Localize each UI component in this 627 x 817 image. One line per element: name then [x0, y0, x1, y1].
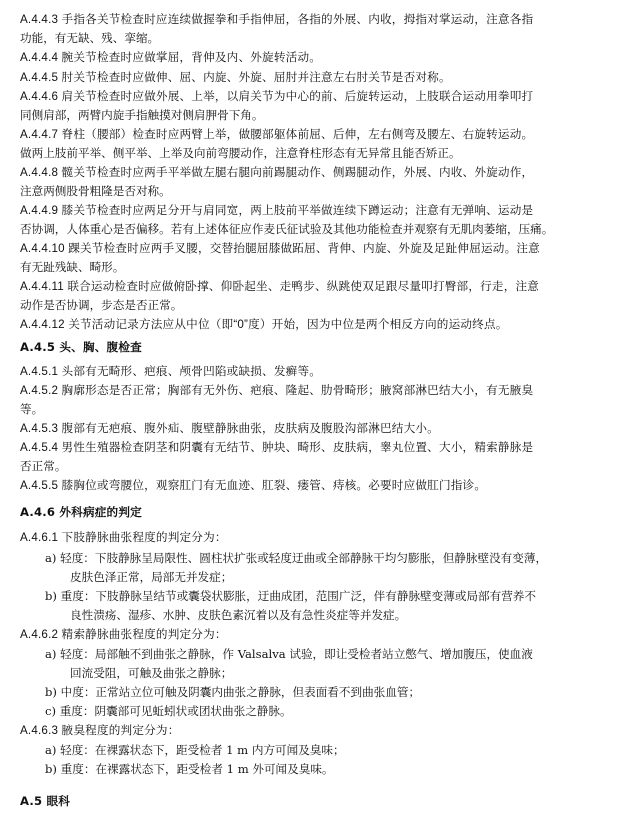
clause-a4-5-4: A.4.5.4 男性生殖器检查阴茎和阴囊有无结节、肿块、畸形、皮肤病，睾丸位置、大小，精索静脉是 [20, 441, 534, 454]
list-item-a4-6-2-b: b) 中度：正常站立位可触及阴囊内曲张之静脉，但表面看不到曲张血管； [45, 685, 421, 699]
clause-a4-4-6-cont: 同侧肩部，两臂内旋手指触摸对侧肩胛骨下角。 [20, 108, 264, 122]
list-item-a4-6-2-a-cont: 回流受阻，可触及曲张之静脉； [70, 666, 233, 680]
list-item-a4-6-2-c: c) 重度：阴囊部可见蚯蚓状或团状曲张之静脉。 [45, 704, 292, 718]
list-item-a4-6-3-b: b) 重度：在裸露状态下，距受检者 1 m 外可闻及臭味。 [45, 762, 334, 776]
clause-a4-6-1: A.4.6.1 下肢静脉曲张程度的判定分为： [20, 531, 227, 544]
section-heading-a5: A.5 眼科 [20, 794, 71, 808]
clause-a4-4-3-cont: 功能，有无缺、残、挛缩。 [20, 31, 160, 45]
clause-a4-5-2-cont: 等。 [20, 402, 44, 416]
section-heading-a4-5: A.4.5 头、胸、腹检查 [20, 340, 142, 354]
clause-a4-4-7-cont: 做两上肢前平举、侧平举、上举及向前弯腰动作，注意脊柱形态有无异常且能否矫正。 [20, 146, 461, 160]
clause-a4-4-9-cont: 否协调，人体重心是否偏移。若有上述体征应作麦氏征试验及其他功能检查并观察有无肌肉萎缩，压痛。 [20, 222, 554, 236]
clause-a4-4-10: A.4.4.10 踝关节检查时应两手叉腰，交替抬腿屈膝做跖屈、背伸、内旋、外旋及足趾伸屈运动。注意 [20, 242, 540, 255]
clause-a4-4-11: A.4.4.11 联合运动检查时应做俯卧撑、仰卧起坐、走鸭步、纵跳使双足跟尽量叩打臀部，行走，注意 [20, 280, 540, 293]
list-item-a4-6-2-a: a) 轻度：局部触不到曲张之静脉，作 Valsalva 试验，即让受检者站立憋气、增加腹压，使血液 [45, 647, 533, 661]
clause-a4-4-6: A.4.4.6 肩关节检查时应做外展、上举，以肩关节为中心的前、后旋转运动，上肢联合运动用拳叩打 [20, 90, 534, 103]
clause-a4-4-8-cont: 注意两侧股骨粗隆是否对称。 [20, 184, 171, 198]
clause-a4-5-4-cont: 否正常。 [20, 459, 67, 473]
clause-a4-5-1: A.4.5.1 头部有无畸形、疤痕、颅骨凹陷或缺损、发癣等。 [20, 365, 322, 378]
clause-a4-5-5: A.4.5.5 膝胸位或弯腰位，观察肛门有无血迹、肛裂、瘘管、痔核。必要时应做肛门指诊。 [20, 479, 487, 492]
clause-a4-6-2: A.4.6.2 精索静脉曲张程度的判定分为： [20, 628, 227, 641]
list-item-a4-6-1-b-cont: 良性溃疡、湿疹、水肿、皮肤色素沉着以及有急性炎症等并发症。 [70, 608, 407, 622]
clause-a4-4-3: A.4.4.3 手指各关节检查时应连续做握拳和手指伸屈，各指的外展、内收，拇指对掌运动，注意各指 [20, 13, 534, 26]
clause-a4-6-3: A.4.6.3 腋臭程度的判定分为： [20, 724, 180, 737]
clause-a4-4-10-cont: 有无趾残缺、畸形。 [20, 260, 125, 274]
clause-a4-4-8: A.4.4.8 髋关节检查时应两手平举做左腿右腿向前踢腿动作、侧踢腿动作，外展、内收、外旋动作， [20, 166, 534, 179]
section-heading-a4-6: A.4.6 外科病症的判定 [20, 505, 142, 519]
clause-a4-5-3: A.4.5.3 腹部有无疤痕、腹外疝、腹壁静脉曲张，皮肤病及腹股沟部淋巴结大小。 [20, 422, 439, 435]
clause-a4-4-4: A.4.4.4 腕关节检查时应做掌屈，背伸及内、外旋转活动。 [20, 51, 322, 64]
clause-a4-4-7: A.4.4.7 脊柱（腰部）检查时应两臂上举，做腰部躯体前屈、后伸，左右侧弯及腰左、右旋转运动。 [20, 128, 534, 141]
list-item-a4-6-3-a: a) 轻度：在裸露状态下，距受检者 1 m 内方可闻及臭味； [45, 743, 345, 757]
list-item-a4-6-1-a-cont: 皮肤色泽正常，局部无并发症； [70, 570, 233, 584]
clause-a4-5-2: A.4.5.2 胸廓形态是否正常；胸部有无外伤、疤痕、隆起、肋骨畸形；腋窝部淋巴结大小，有无腋臭 [20, 384, 534, 397]
clause-a4-4-12: A.4.4.12 关节活动记录方法应从中位（即“0”度）开始，因为中位是两个相反方向的运动终点。 [20, 318, 508, 331]
list-item-a4-6-1-a: a) 轻度：下肢静脉呈局限性、圆柱状扩张或轻度迂曲或全部静脉干均匀膨胀，但静脉壁没有变薄， [45, 551, 548, 565]
clause-a4-4-5: A.4.4.5 肘关节检查时应做伸、屈、内旋、外旋、屈肘并注意左右肘关节是否对称。 [20, 71, 451, 84]
clause-a4-4-9: A.4.4.9 膝关节检查时应两足分开与肩同宽，两上肢前平举做连续下蹲运动；注意有无弹响、运动是 [20, 204, 534, 217]
list-item-a4-6-1-b: b) 重度：下肢静脉呈结节或囊袋状膨胀，迂曲成团，范围广泛，伴有静脉壁变薄或局部有营养不 [45, 589, 536, 603]
clause-a4-4-11-cont: 动作是否协调，步态是否正常。 [20, 298, 183, 312]
